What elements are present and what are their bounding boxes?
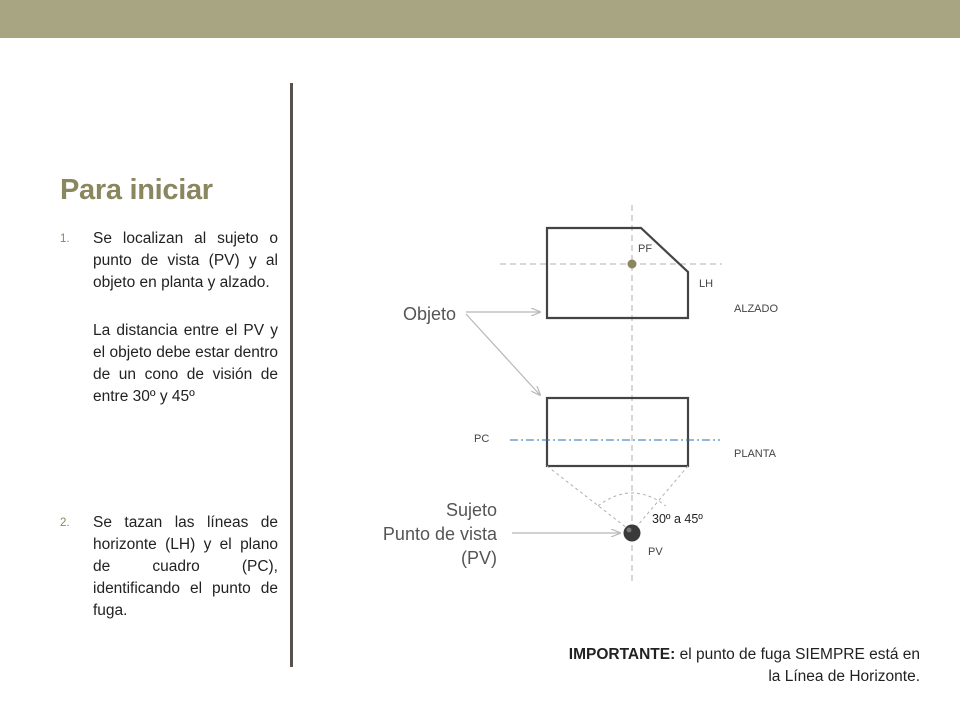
label-pc: PC: [474, 433, 490, 445]
cone-left-line: [547, 466, 632, 532]
label-pv: PV: [648, 546, 663, 558]
important-label: IMPORTANTE:: [568, 646, 676, 663]
label-punto-de-vista: Punto de vista: [382, 524, 497, 544]
slide-title: Para iniciar: [60, 174, 213, 206]
point-of-view-dot: [624, 525, 641, 542]
label-alzado: ALZADO: [734, 303, 779, 315]
important-text-2: la Línea de Horizonte.: [768, 668, 920, 685]
label-angle: 30º a 45º: [652, 512, 703, 526]
cone-of-vision-text: La distancia entre el PV y el objeto debe estar dentro de un cono de visión de entre 30º y 45º: [93, 322, 278, 405]
important-note-line-1: [480, 644, 920, 666]
label-objeto: Objeto: [402, 304, 456, 324]
list-number-2: 2.: [60, 517, 70, 529]
label-planta: PLANTA: [734, 448, 776, 460]
label-pf: PF: [638, 243, 653, 255]
objeto-arrow-to-plan: [466, 314, 540, 395]
label-lh: LH: [699, 278, 714, 290]
label-sujeto: Sujeto: [445, 500, 497, 520]
label-pv-paren: (PV): [461, 548, 497, 568]
list-text-2: Se tazan las líneas de horizonte (LH) y el plano de cuadro (PC), identificando el punto de fuga.: [93, 514, 278, 619]
plan-object: [547, 398, 688, 466]
important-note: [480, 644, 920, 688]
list-number-1: 1.: [60, 233, 70, 245]
important-text-1: el punto de fuga SIEMPRE está en: [675, 646, 920, 663]
list-text-1: Se localizan al sujeto o punto de vista (PV) y al objeto en planta y alzado.: [93, 230, 278, 291]
vanishing-point-dot: [628, 260, 637, 269]
point-of-view-highlight: [627, 528, 632, 533]
elevation-object: [547, 228, 688, 318]
